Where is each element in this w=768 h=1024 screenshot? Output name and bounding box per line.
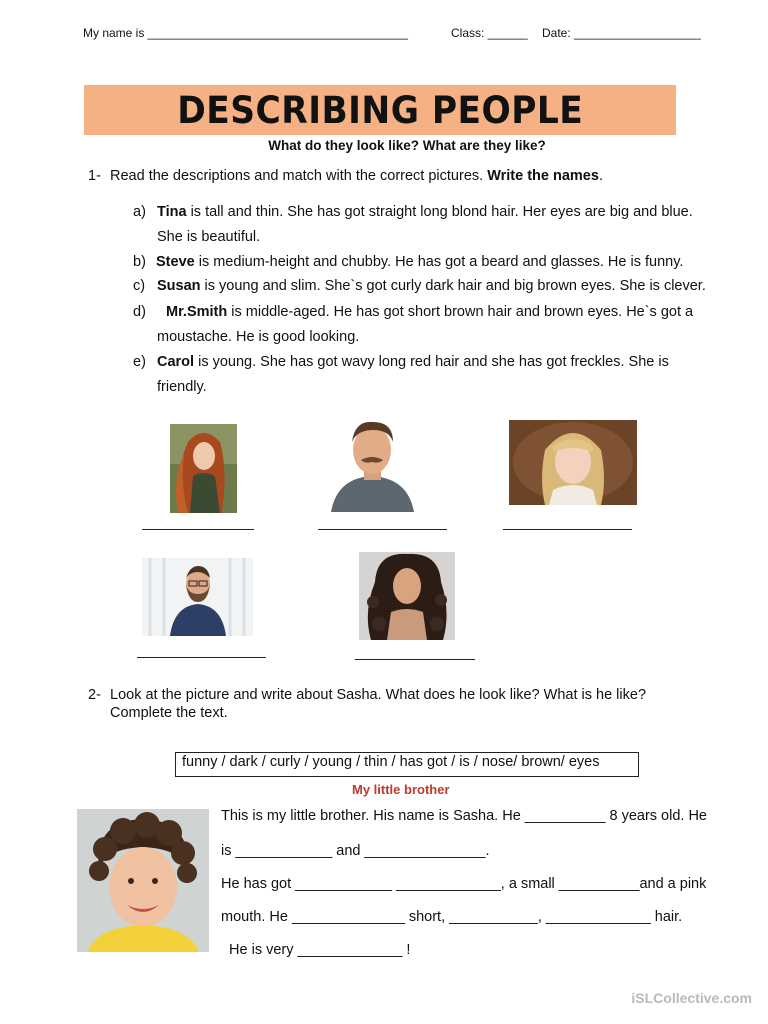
date-label: Date: ___________________ [542,26,701,40]
exercise1-instruction [110,167,603,185]
photo-blonde-girl [509,420,637,505]
text-line-1: This is my little brother. His name is Sasha. He __________ 8 years old. He [221,808,707,824]
photo-curly-dark-hair-woman [359,552,455,640]
item-d-text-2: moustache. He is good looking. [157,329,360,345]
item-d-name: Mr.Smith [166,304,228,320]
item-d-text: is middle-aged. He has got short brown hair and brown eyes. He`s got a [227,304,694,320]
item-c [157,274,706,299]
item-c-name: Susan [157,278,201,294]
page-title: DESCRIBING PEOPLE [176,88,584,132]
page-subtitle: What do they look like? What are they like? [268,138,546,153]
answer-line-5[interactable] [355,659,475,660]
item-a-name: Tina [157,204,187,220]
text-title: My little brother [352,782,450,797]
item-b-text: is medium-height and chubby. He has got a beard and glasses. He is funny. [194,254,684,270]
photo-man-moustache [331,416,414,512]
answer-line-3[interactable] [503,529,632,530]
exercise1-number: 1- [88,168,101,184]
exercise2-instruction-2: Complete the text. [110,705,228,721]
item-c-text: is young and slim. She`s got curly dark hair and big brown eyes. She is clever. [200,278,706,294]
item-letter-e: e) [133,354,146,370]
exercise1-instruction-text: Read the descriptions and match with the correct pictures. [110,168,484,184]
item-letter-d: d) [133,304,146,320]
photo-man-beard-glasses [142,558,253,636]
title-banner [84,85,676,135]
exercise2-instruction: Look at the picture and write about Sasha. What does he look like? What is he like? [110,687,647,703]
text-line-5: He is very _____________ ! [221,942,411,958]
item-letter-b: b) [133,254,146,270]
exercise1-instruction-end: . [598,168,603,184]
text-line-2: is ____________ and _______________. [221,843,490,859]
exercise1-instruction-bold: Write the names [487,168,599,184]
photo-curly-haired-boy [77,809,209,952]
photo-red-haired-woman [170,424,237,513]
name-label: My name is _______________________________________ [83,26,408,40]
item-e-text: is young. She has got wavy long red hair and she has got freckles. She is [194,354,669,370]
item-e-text-2: friendly. [157,379,207,395]
answer-line-2[interactable] [318,529,447,530]
answer-line-4[interactable] [137,657,266,658]
text-line-4: mouth. He ______________ short, ___________, _____________ hair. [221,909,683,925]
item-e-name: Carol [157,354,195,370]
text-line-3: He has got ____________ _____________, a small __________and a pink [221,876,707,892]
item-a [157,200,757,250]
item-letter-a: a) [133,204,146,220]
item-a-text-2: She is beautiful. [157,229,261,245]
item-a-text: is tall and thin. She has got straight long blond hair. Her eyes are big and blue. [186,204,693,220]
exercise2-number: 2- [88,687,101,703]
answer-line-1[interactable] [142,529,254,530]
item-e [157,350,757,400]
item-d [166,300,693,325]
item-letter-c: c) [133,278,146,294]
word-box: funny / dark / curly / young / thin / has got / is / nose/ brown/ eyes [175,752,639,777]
item-b-name: Steve [156,254,195,270]
watermark: iSLCollective.com [631,990,752,1006]
class-label: Class: ______ [451,26,528,40]
item-b [156,250,683,275]
